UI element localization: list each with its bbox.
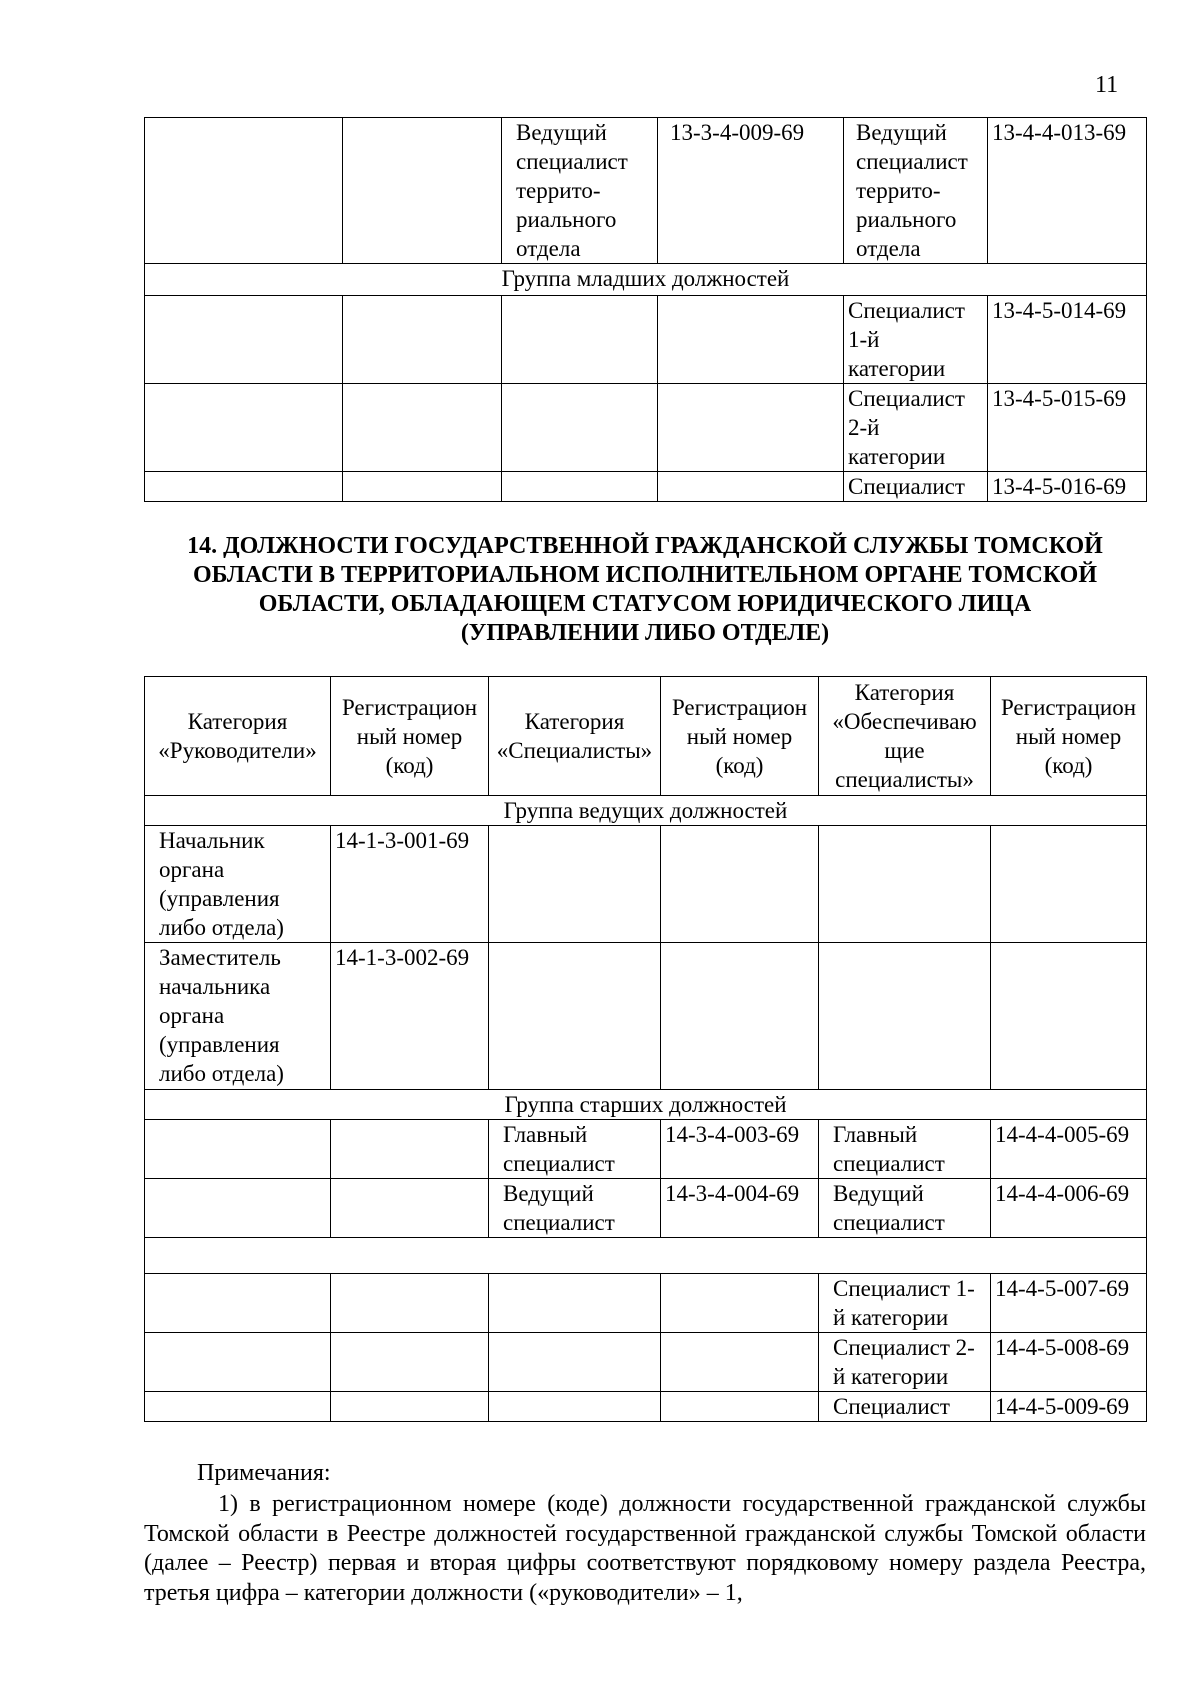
registration-code-cell: 13-4-5-015-69 (988, 384, 1147, 472)
registration-code-cell: 14-1-3-001-69 (331, 826, 489, 943)
table-cell (991, 826, 1147, 943)
registration-code-cell: 14-3-4-004-69 (661, 1179, 819, 1238)
table-cell (145, 118, 343, 264)
registration-code-cell: 14-4-5-009-69 (991, 1392, 1147, 1422)
registration-code-cell: 14-1-3-002-69 (331, 943, 489, 1090)
manager-position-cell: Заместитель начальника органа (управления либо отдела) (145, 943, 331, 1090)
table-cell (819, 826, 991, 943)
table-cell (145, 1120, 331, 1179)
column-header-specialists: Категория «Специалисты» (489, 677, 661, 796)
group-row (145, 264, 1147, 296)
column-header-code: Регистрацион ный номер (код) (661, 677, 819, 796)
table-row (145, 1179, 1147, 1238)
table-cell (331, 1274, 489, 1333)
table-cell (145, 296, 343, 384)
table-cell (502, 472, 658, 502)
support-position-cell: Специалист 1- й категории (819, 1274, 991, 1333)
group-row (145, 796, 1147, 826)
table-cell (145, 1333, 331, 1392)
support-position-cell: Специалист (819, 1392, 991, 1422)
table-cell (661, 1392, 819, 1422)
specialist-position-cell: Ведущий специалист террито- риального отдела (502, 118, 658, 264)
table-row (145, 826, 1147, 943)
group-row (145, 1090, 1147, 1120)
table-cell (145, 1274, 331, 1333)
page-number: 11 (1095, 72, 1119, 98)
column-header-managers: Категория «Руководители» (145, 677, 331, 796)
table-cell (658, 472, 844, 502)
table-cell (145, 472, 343, 502)
registration-code-cell: 13-4-5-016-69 (988, 472, 1147, 502)
registration-code-cell: 14-3-4-003-69 (661, 1120, 819, 1179)
column-header-code: Регистрацион ный номер (код) (991, 677, 1147, 796)
registration-code-cell: 13-4-4-013-69 (988, 118, 1147, 264)
table-row (145, 1333, 1147, 1392)
table-cell (658, 296, 844, 384)
support-position-cell: Специалист 1-й категории (844, 296, 988, 384)
table-cell (331, 1120, 489, 1179)
manager-position-cell: Начальник органа (управления либо отдела) (145, 826, 331, 943)
table-row (145, 943, 1147, 1090)
table-cell (331, 1333, 489, 1392)
table-cell (502, 384, 658, 472)
group-title: Группа ведущих должностей (145, 796, 1147, 826)
table-row (145, 1120, 1147, 1179)
table-row (145, 118, 1147, 264)
group-title: Группа младших должностей (145, 264, 1147, 296)
table-cell (661, 1333, 819, 1392)
registration-code-cell: 14-4-4-006-69 (991, 1179, 1147, 1238)
support-position-cell: Ведущий специалист (819, 1179, 991, 1238)
table-row (145, 384, 1147, 472)
table-row (145, 296, 1147, 384)
specialist-position-cell: Главный специалист (489, 1120, 661, 1179)
registration-code-cell: 14-4-5-007-69 (991, 1274, 1147, 1333)
section-title: 14. ДОЛЖНОСТИ ГОСУДАРСТВЕННОЙ ГРАЖДАНСКОЙ СЛУЖБЫ ТОМСКОЙ ОБЛАСТИ В ТЕРРИТОРИАЛЬНОМ ИСПОЛНИТЕЛЬНОМ ОРГАНЕ ТОМСКОЙ ОБЛАСТИ, ОБЛАДАЮЩЕМ СТАТУСОМ ЮРИДИЧЕСКОГО ЛИЦА (УПРАВЛЕНИИ ЛИБО ОТДЕЛЕ) (187, 533, 1103, 646)
support-position-cell: Специалист 2-й категории (844, 384, 988, 472)
table-cell (489, 1274, 661, 1333)
table-cell (489, 826, 661, 943)
table-cell (331, 1179, 489, 1238)
table-row (145, 1274, 1147, 1333)
table-cell (661, 943, 819, 1090)
notes-heading: Примечания: (197, 1460, 331, 1486)
table-cell (343, 384, 502, 472)
positions-table-section-14 (144, 676, 1147, 1422)
positions-table-section-13-continued (144, 117, 1147, 502)
support-position-cell: Главный специалист (819, 1120, 991, 1179)
notes-text: 1) в регистрационном номере (коде) должности государственной гражданской службы Томской области в Реестре должностей государственной гражданской службы Томской области (далее – Реестр) первая и вторая цифры соответствуют порядковому номеру раздела Реестра, третья цифра – категории должности («руководители» – 1, (144, 1491, 1146, 1606)
table-cell (145, 1392, 331, 1422)
specialist-position-cell: Ведущий специалист (489, 1179, 661, 1238)
table-cell (661, 1274, 819, 1333)
table-cell (819, 943, 991, 1090)
table-cell (343, 296, 502, 384)
table-cell (343, 472, 502, 502)
table-cell (343, 118, 502, 264)
table-cell (331, 1392, 489, 1422)
table-row (145, 472, 1147, 502)
table-cell (658, 384, 844, 472)
table-cell (502, 296, 658, 384)
registration-code-cell: 14-4-5-008-69 (991, 1333, 1147, 1392)
support-position-cell: Специалист (844, 472, 988, 502)
table-cell (489, 1333, 661, 1392)
support-position-cell: Специалист 2- й категории (819, 1333, 991, 1392)
group-title: Группа старших должностей (145, 1090, 1147, 1120)
registration-code-cell: 13-4-5-014-69 (988, 296, 1147, 384)
table-cell (145, 1179, 331, 1238)
group-row (145, 1238, 1147, 1274)
table-cell (661, 826, 819, 943)
table-cell (489, 943, 661, 1090)
group-title (145, 1238, 1147, 1274)
table-cell (145, 384, 343, 472)
registration-code-cell: 13-3-4-009-69 (658, 118, 844, 264)
support-position-cell: Ведущий специалист террито- риального отдела (844, 118, 988, 264)
table-cell (991, 943, 1147, 1090)
table-row (145, 1392, 1147, 1422)
table-cell (489, 1392, 661, 1422)
column-header-support-specialists: Категория «Обеспечиваю щие специалисты» (819, 677, 991, 796)
table-header-row (145, 677, 1147, 796)
registration-code-cell: 14-4-4-005-69 (991, 1120, 1147, 1179)
column-header-code: Регистрацион ный номер (код) (331, 677, 489, 796)
